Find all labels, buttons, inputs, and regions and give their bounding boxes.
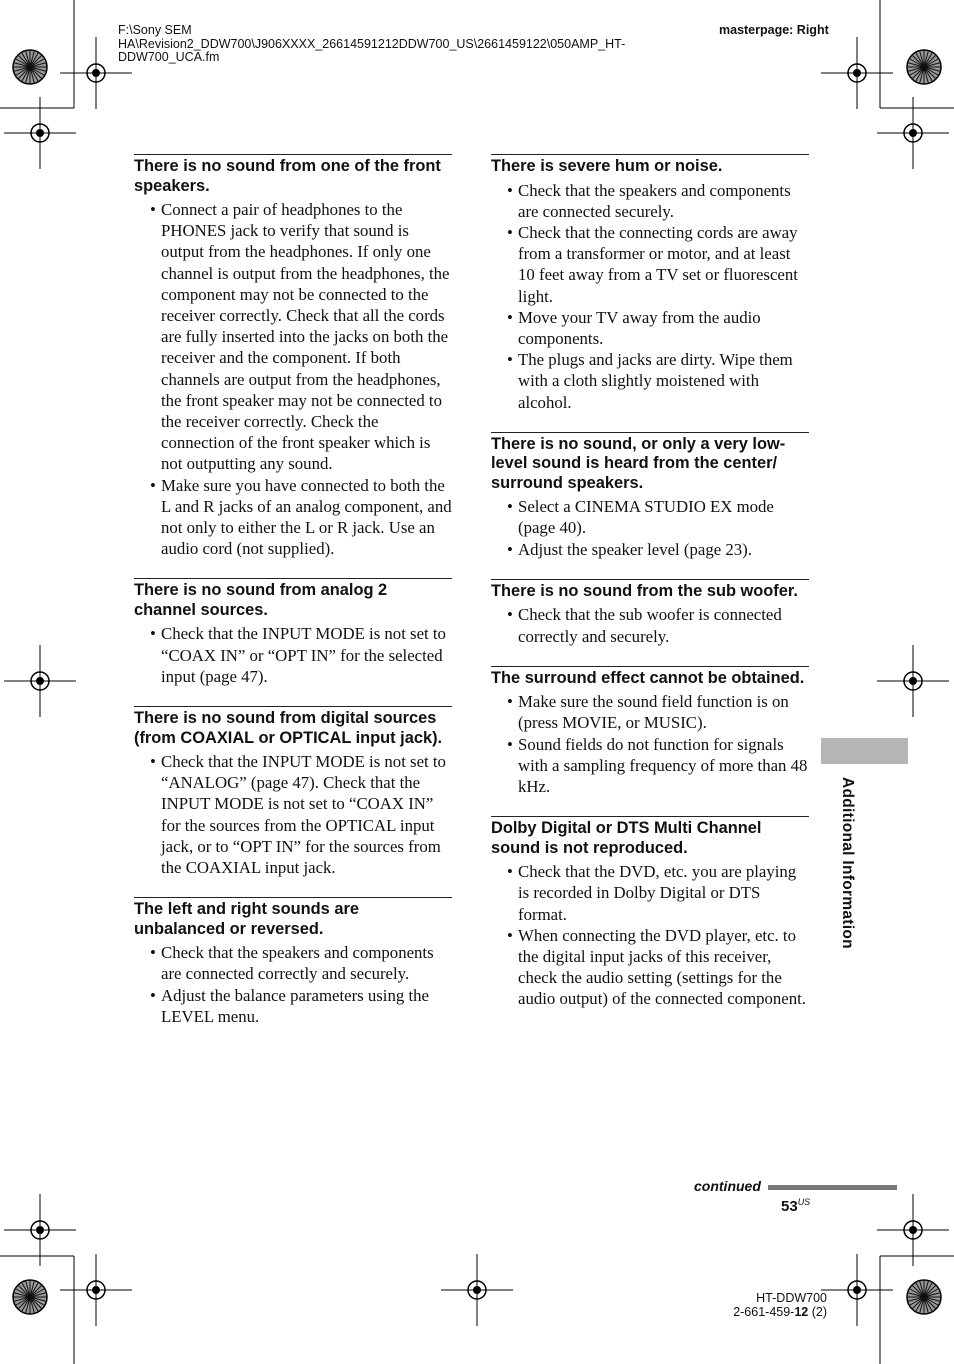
section-heading: There is no sound from digital sources (from COAXIAL or OPTICAL input jack).: [134, 709, 443, 747]
star-ray: [924, 1281, 928, 1297]
bullet-text: Check that the connecting cords are away from a transformer or motor, and at least 10 feet away from a TV set or fluorescent light.: [518, 222, 798, 306]
star-ray: [924, 63, 940, 67]
star-ray: [30, 1289, 45, 1298]
star-ray: [30, 67, 45, 76]
star-ray: [26, 1297, 30, 1313]
bullet-item: [491, 180, 809, 222]
star-ray: [924, 67, 939, 76]
crosshair-circle: [904, 124, 922, 142]
registration-star-target: [13, 1280, 47, 1314]
star-ray: [26, 67, 30, 83]
star-ray: [30, 1293, 46, 1297]
bullet-text: Check that the sub woofer is connected correctly and securely.: [518, 605, 782, 646]
section-heading: There is no sound from analog 2 channel sources.: [134, 581, 388, 619]
section-heading: There is no sound from the sub woofer.: [491, 581, 798, 600]
star-ray: [30, 59, 45, 68]
star-ray: [912, 1285, 924, 1297]
crosshair-center: [909, 129, 917, 137]
right-column: [491, 154, 809, 1029]
star-ray: [30, 1297, 34, 1313]
section-heading: The surround effect cannot be obtained.: [491, 668, 805, 687]
bullet-text: Check that the INPUT MODE is not set to “COAX IN” or “OPT IN” for the selected input (page 47).: [161, 624, 446, 686]
bullet-item: [134, 623, 452, 687]
star-ray: [909, 1289, 924, 1298]
chapter-tab: [821, 738, 908, 764]
troubleshooting-section: [134, 706, 452, 878]
section-heading: There is no sound, or only a very low-level sound is heard from the center/ surround speakers.: [491, 434, 786, 492]
bullet-text: Connect a pair of headphones to the PHONES jack to verify that sound is output from the headphones. If only one channel is output from the headphones, the component may not be connected to the receiver correctly. Check that all the cords are fully inserted into the jacks on both the receiver and the component. If both channels are output from the headphones, the front speaker may not be connected to the receiver correctly. Check the connection of the front speaker which is not outputting any sound.: [161, 200, 450, 474]
bullet-item: [134, 985, 452, 1027]
star-ray: [18, 1297, 30, 1309]
star-ray: [30, 1281, 34, 1297]
crosshair-center: [92, 1286, 100, 1294]
bullet-item: [134, 942, 452, 984]
star-ray: [908, 63, 924, 67]
star-ray: [924, 55, 936, 67]
star-ray: [14, 1297, 30, 1301]
page-number-suffix: US: [797, 1197, 811, 1207]
star-ray: [909, 67, 924, 76]
bullet-list: [134, 751, 452, 878]
model-number: HT-DDW700: [756, 1291, 827, 1305]
star-ray: [920, 1281, 924, 1297]
star-ray: [30, 51, 34, 67]
crosshair-circle: [31, 124, 49, 142]
star-ray: [22, 67, 31, 82]
star-ray: [916, 52, 925, 67]
star-ray: [920, 51, 924, 67]
bullet-item: [491, 734, 809, 798]
star-ray: [924, 1289, 939, 1298]
bullet-text: Check that the DVD, etc. you are playing is recorded in Dolby Digital or DTS format.: [518, 862, 797, 924]
part-number-prefix: 2-661-459-: [733, 1305, 795, 1319]
star-ray: [908, 67, 924, 71]
star-ray: [14, 63, 30, 67]
part-number-suffix: (2): [808, 1305, 827, 1319]
star-ray: [30, 52, 39, 67]
bullet-text: Make sure you have connected to both the L and R jacks of an analog component, and not only to either the L or R jack. Use an audio cord (not supplied).: [161, 475, 452, 559]
bullet-list: [491, 861, 809, 1009]
star-ray: [924, 67, 928, 83]
star-ray: [924, 67, 933, 82]
bullet-text: Check that the speakers and components are connected securely.: [518, 180, 791, 221]
star-ray: [30, 67, 46, 71]
crosshair-circle: [31, 672, 49, 690]
bullet-item: [134, 475, 452, 560]
bullet-item: [134, 751, 452, 878]
troubleshooting-section: [491, 154, 809, 413]
star-ray: [30, 1282, 39, 1297]
bullet-list: [134, 623, 452, 687]
star-ray: [924, 1297, 940, 1301]
bullet-text: Check that the INPUT MODE is not set to “ANALOG” (page 47). Check that the INPUT MODE is not set to “COAX IN” for the sources from the OPTICAL input jack, or to “OPT IN” for the sources from the COAXIAL input jack.: [161, 752, 446, 878]
star-ray: [14, 1293, 30, 1297]
crosshair-center: [36, 677, 44, 685]
continued-bar: [768, 1185, 897, 1190]
star-ray: [14, 67, 30, 71]
bullet-list: [491, 180, 809, 413]
star-ray: [22, 52, 31, 67]
star-ray: [18, 1285, 30, 1297]
star-ray: [26, 51, 30, 67]
bullet-text: Adjust the speaker level (page 23).: [518, 539, 752, 559]
section-heading: There is severe hum or noise.: [491, 157, 723, 175]
bullet-text: Select a CINEMA STUDIO EX mode (page 40).: [518, 497, 774, 538]
star-ray: [30, 1297, 42, 1309]
bullet-text: Adjust the balance parameters using the LEVEL menu.: [161, 985, 429, 1026]
troubleshooting-section: [491, 666, 809, 798]
crosshair-center: [853, 1286, 861, 1294]
star-ray: [22, 1297, 31, 1312]
bullet-item: [491, 861, 809, 925]
section-heading: The left and right sounds are unbalanced or reversed.: [134, 900, 359, 938]
registration-star-target: [907, 50, 941, 84]
crosshair-circle: [468, 1281, 486, 1299]
troubleshooting-section: [491, 432, 809, 560]
crosshair-circle: [848, 1281, 866, 1299]
bullet-item: [491, 222, 809, 307]
star-ray: [924, 1297, 928, 1313]
star-ray: [30, 55, 42, 67]
bullet-text: The plugs and jacks are dirty. Wipe them with a cloth slightly moistened with alcohol.: [518, 350, 793, 412]
section-heading: There is no sound from one of the front speakers.: [134, 157, 441, 195]
bullet-list: [134, 199, 452, 559]
bullet-text: When connecting the DVD player, etc. to the digital input jacks of this receiver, check the audio setting (settings for the audio output) of the connected component.: [518, 925, 806, 1009]
bullet-item: [491, 925, 809, 1010]
star-ray: [924, 52, 933, 67]
star-ray: [30, 1297, 45, 1306]
left-column: [134, 154, 452, 1046]
star-ray: [924, 51, 928, 67]
troubleshooting-section: [134, 578, 452, 687]
star-ray: [30, 67, 42, 79]
bullet-item: [491, 604, 809, 646]
star-ray: [924, 1297, 933, 1312]
star-ray: [920, 67, 924, 83]
star-ray: [30, 1297, 39, 1312]
registration-star-target: [13, 50, 47, 84]
star-ray: [924, 1282, 933, 1297]
star-ray: [15, 59, 30, 68]
star-ray: [18, 55, 30, 67]
star-ray: [908, 1293, 924, 1297]
crosshair-center: [473, 1286, 481, 1294]
star-ray: [26, 1281, 30, 1297]
troubleshooting-section: [134, 897, 452, 1027]
star-ray: [18, 67, 30, 79]
crosshair-center: [36, 129, 44, 137]
crosshair-circle: [87, 1281, 105, 1299]
bullet-text: Move your TV away from the audio components.: [518, 307, 761, 348]
chapter-side-label: Additional Information: [839, 777, 856, 949]
crosshair-center: [909, 1226, 917, 1234]
part-number-revision: 12: [794, 1305, 809, 1319]
star-ray: [924, 67, 940, 71]
continued-label: continued: [694, 1178, 761, 1194]
star-ray: [908, 1297, 924, 1301]
bullet-item: [491, 307, 809, 349]
bullet-list: [491, 496, 809, 560]
star-ray: [30, 67, 34, 83]
troubleshooting-section: [491, 816, 809, 1009]
star-ray: [15, 1297, 30, 1306]
file-path-header: F:\Sony SEM HA\Revision2_DDW700\J906XXXX_26614591212DDW700_US\2661459122\050AMP_HT-DDW700_UCA.fm: [118, 23, 626, 64]
crosshair-circle: [904, 1221, 922, 1239]
bullet-text: Sound fields do not function for signals with a sampling frequency of more than 48 kHz.: [518, 734, 808, 797]
star-ray: [916, 1297, 925, 1312]
star-ray: [924, 67, 936, 79]
bullet-list: [134, 942, 452, 1027]
star-ray: [30, 67, 39, 82]
star-ray: [912, 1297, 924, 1309]
page-number: [781, 1197, 810, 1215]
bullet-item: [491, 496, 809, 538]
page-number-value: 53: [781, 1198, 798, 1215]
bullet-list: [491, 691, 809, 797]
bullet-item: [491, 349, 809, 413]
star-ray: [924, 1293, 940, 1297]
section-heading: Dolby Digital or DTS Multi Channel sound is not reproduced.: [491, 819, 762, 857]
star-ray: [22, 1282, 31, 1297]
crosshair-center: [92, 69, 100, 77]
star-ray: [924, 1297, 936, 1309]
star-ray: [30, 1297, 46, 1301]
star-ray: [924, 1297, 939, 1306]
star-ray: [30, 1285, 42, 1297]
star-ray: [912, 55, 924, 67]
crosshair-circle: [904, 672, 922, 690]
bullet-item: [134, 199, 452, 475]
star-ray: [909, 1297, 924, 1306]
bullet-text: Check that the speakers and components are connected correctly and securely.: [161, 943, 434, 984]
bullet-text: Make sure the sound field function is on (press MOVIE, or MUSIC).: [518, 692, 789, 733]
registration-star-target: [907, 1280, 941, 1314]
star-ray: [15, 1289, 30, 1298]
star-ray: [920, 1297, 924, 1313]
star-ray: [15, 67, 30, 76]
troubleshooting-section: [491, 579, 809, 647]
bullet-list: [491, 604, 809, 646]
bullet-item: [491, 691, 809, 733]
crosshair-center: [909, 677, 917, 685]
star-ray: [912, 67, 924, 79]
crosshair-circle: [31, 1221, 49, 1239]
crosshair-center: [853, 69, 861, 77]
star-ray: [30, 63, 46, 67]
star-ray: [924, 59, 939, 68]
star-ray: [909, 59, 924, 68]
bullet-item: [491, 539, 809, 560]
masterpage-label: masterpage: Right: [719, 23, 829, 37]
part-number: [733, 1305, 827, 1319]
star-ray: [924, 1285, 936, 1297]
crosshair-center: [36, 1226, 44, 1234]
troubleshooting-section: [134, 154, 452, 559]
crosshair-circle: [87, 64, 105, 82]
star-ray: [916, 67, 925, 82]
footer-model-info: [733, 1291, 827, 1319]
crosshair-circle: [848, 64, 866, 82]
star-ray: [916, 1282, 925, 1297]
